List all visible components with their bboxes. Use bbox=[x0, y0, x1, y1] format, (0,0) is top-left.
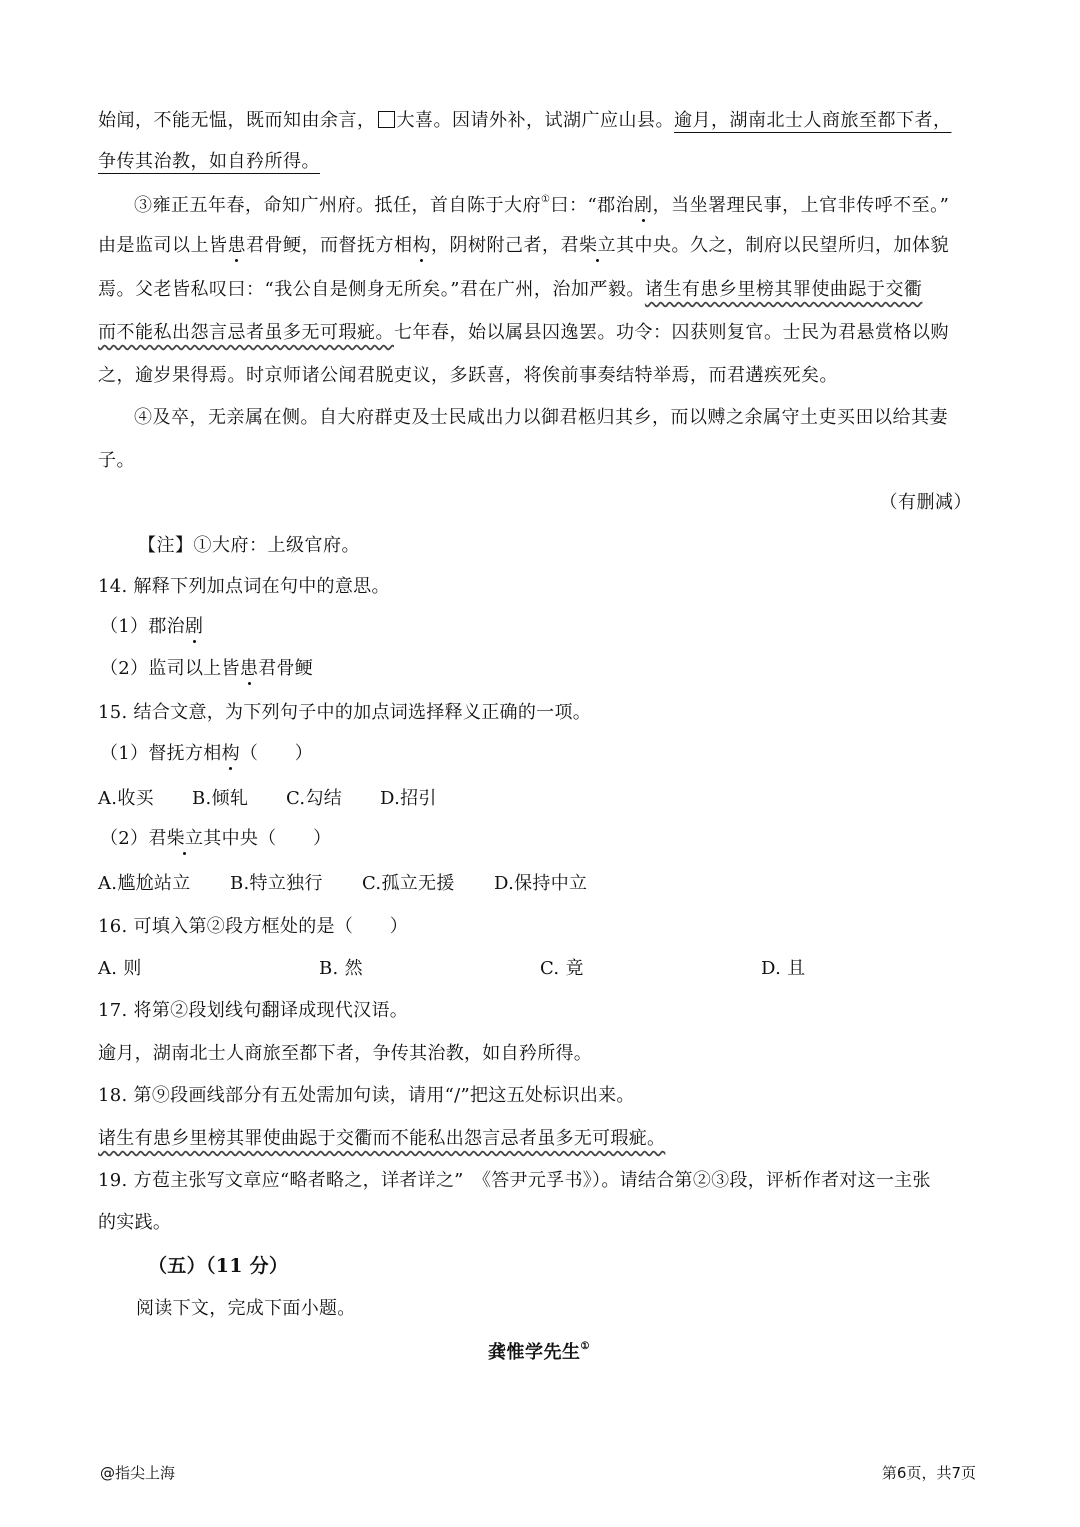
passage-line: 始闻，不能无愠，既而知由余言， 大喜。因请外补，试湖广应山县。逾月，湖南北士人商旅至都下者， bbox=[98, 110, 952, 131]
option-a[interactable]: A. 则 bbox=[98, 958, 142, 979]
dotted-word: 患 bbox=[227, 235, 246, 256]
passage-line: ④及卒，无亲属在侧。自大府群吏及士民咸出力以御君柩归其乡，而以赙之余属守土吏买田以给其妻 bbox=[134, 407, 948, 428]
question-19-cont: 的实践。 bbox=[98, 1212, 172, 1233]
option-b[interactable]: B.特立独行 bbox=[230, 873, 323, 894]
footnote-marker: ① bbox=[580, 1341, 590, 1352]
option-d[interactable]: D. 且 bbox=[761, 958, 806, 979]
passage-line: 子。 bbox=[98, 450, 135, 471]
question-15-1: （1）督抚方相构（ ） bbox=[100, 743, 314, 764]
passage-line: 之，逾岁果得焉。时京师诸公闻君脱吏议，多跃喜，将俟前事奏结特举焉，而君遘疾死矣。 bbox=[98, 365, 838, 386]
underlined-sentence: 逾月，湖南北士人商旅至都下者， bbox=[674, 110, 952, 131]
question-14-1: （1）郡治剧 bbox=[100, 616, 204, 637]
option-c[interactable]: C. 竟 bbox=[540, 958, 584, 979]
option-b[interactable]: B.倾轧 bbox=[192, 788, 249, 809]
passage-line: 而不能私出怨言忌者虽多无可瑕疵。七年春，始以属县囚逸罢。功令：囚获则复官。士民为君悬赏格以购 bbox=[98, 322, 949, 343]
passage-line bbox=[98, 153, 320, 171]
section-heading: （五）（11 分） bbox=[148, 1255, 289, 1277]
question-14: 14. 解释下列加点词在句中的意思。 bbox=[98, 576, 390, 597]
question-15-2: （2）君柴立其中央（ ） bbox=[100, 828, 332, 849]
abridged-note: （有删减） bbox=[879, 492, 972, 513]
wavy-underlined-sentence: 诸生有患乡里榜其罪使曲跽于交衢 bbox=[644, 279, 923, 300]
document-page bbox=[98, 0, 976, 1527]
dotted-word: 柴立 bbox=[579, 235, 616, 256]
option-c[interactable]: C.孤立无援 bbox=[362, 873, 455, 894]
option-a[interactable]: A.尴尬站立 bbox=[98, 873, 191, 894]
question-17-text: 逾月，湖南北士人商旅至都下者，争传其治教，如自矜所得。 bbox=[98, 1043, 593, 1064]
question-18: 18. 第⑨段画线部分有五处需加句读，请用“/”把这五处标识出来。 bbox=[98, 1085, 635, 1106]
option-b[interactable]: B. 然 bbox=[319, 958, 363, 979]
option-a[interactable]: A.收买 bbox=[98, 788, 154, 809]
underlined-sentence: 争传其治教，如自矜所得。 bbox=[98, 151, 320, 172]
passage-line: 焉。父老皆私叹曰：“我公自是侧身无所矣。”君在广州，治加严毅。诸生有患乡里榜其罪使曲跽于交衢 bbox=[98, 279, 923, 300]
footnote-marker: ① bbox=[541, 194, 551, 205]
passage-title: 龚惟学先生① bbox=[488, 1341, 590, 1363]
section-instruction: 阅读下文，完成下面小题。 bbox=[136, 1298, 356, 1319]
question-16: 16. 可填入第②段方框处的是（ ） bbox=[98, 916, 409, 937]
question-17: 17. 将第②段划线句翻译成现代汉语。 bbox=[98, 1000, 409, 1021]
dotted-word: 剧 bbox=[184, 616, 204, 637]
option-d[interactable]: D.保持中立 bbox=[494, 873, 588, 894]
question-14-2: （2）监司以上皆患君骨鲠 bbox=[100, 658, 314, 679]
dotted-word: 构 bbox=[221, 743, 240, 764]
dotted-word: 患 bbox=[239, 658, 259, 679]
question-18-text bbox=[98, 1130, 665, 1148]
dotted-word: 柴立 bbox=[166, 828, 204, 849]
wavy-underlined-sentence: 而不能私出怨言忌者虽多无可瑕疵。 bbox=[98, 322, 394, 343]
blank-box bbox=[378, 111, 395, 128]
annotation-note: 【注】①大府：上级官府。 bbox=[138, 535, 360, 556]
page-number: 第6页，共7页 bbox=[881, 1464, 976, 1482]
option-c[interactable]: C.勾结 bbox=[286, 788, 343, 809]
footer-source: @指尖上海 bbox=[100, 1464, 176, 1482]
dotted-word: 构 bbox=[412, 235, 431, 256]
question-19: 19. 方苞主张写文章应“略者略之，详者详之” 《答尹元孚书》）。请结合第②③段，评析作者对这一主张 bbox=[98, 1170, 931, 1191]
wavy-underlined-sentence: 诸生有患乡里榜其罪使曲跽于交衢而不能私出怨言忌者虽多无可瑕疵。 bbox=[98, 1128, 666, 1149]
option-d[interactable]: D.招引 bbox=[380, 788, 437, 809]
passage-line: ③雍正五年春，命知广州府。抵任，首自陈于大府①曰：“郡治剧，当坐署理民事，上官非传呼不至。” bbox=[134, 194, 950, 216]
question-15: 15. 结合文意，为下列句子中的加点词选择释义正确的一项。 bbox=[98, 702, 592, 723]
passage-line: 由是监司以上皆患君骨鲠，而督抚方相构，阴树附己者，君柴立其中央。久之，制府以民望所归，加体貌 bbox=[98, 235, 949, 256]
dotted-word: 剧 bbox=[634, 195, 653, 216]
